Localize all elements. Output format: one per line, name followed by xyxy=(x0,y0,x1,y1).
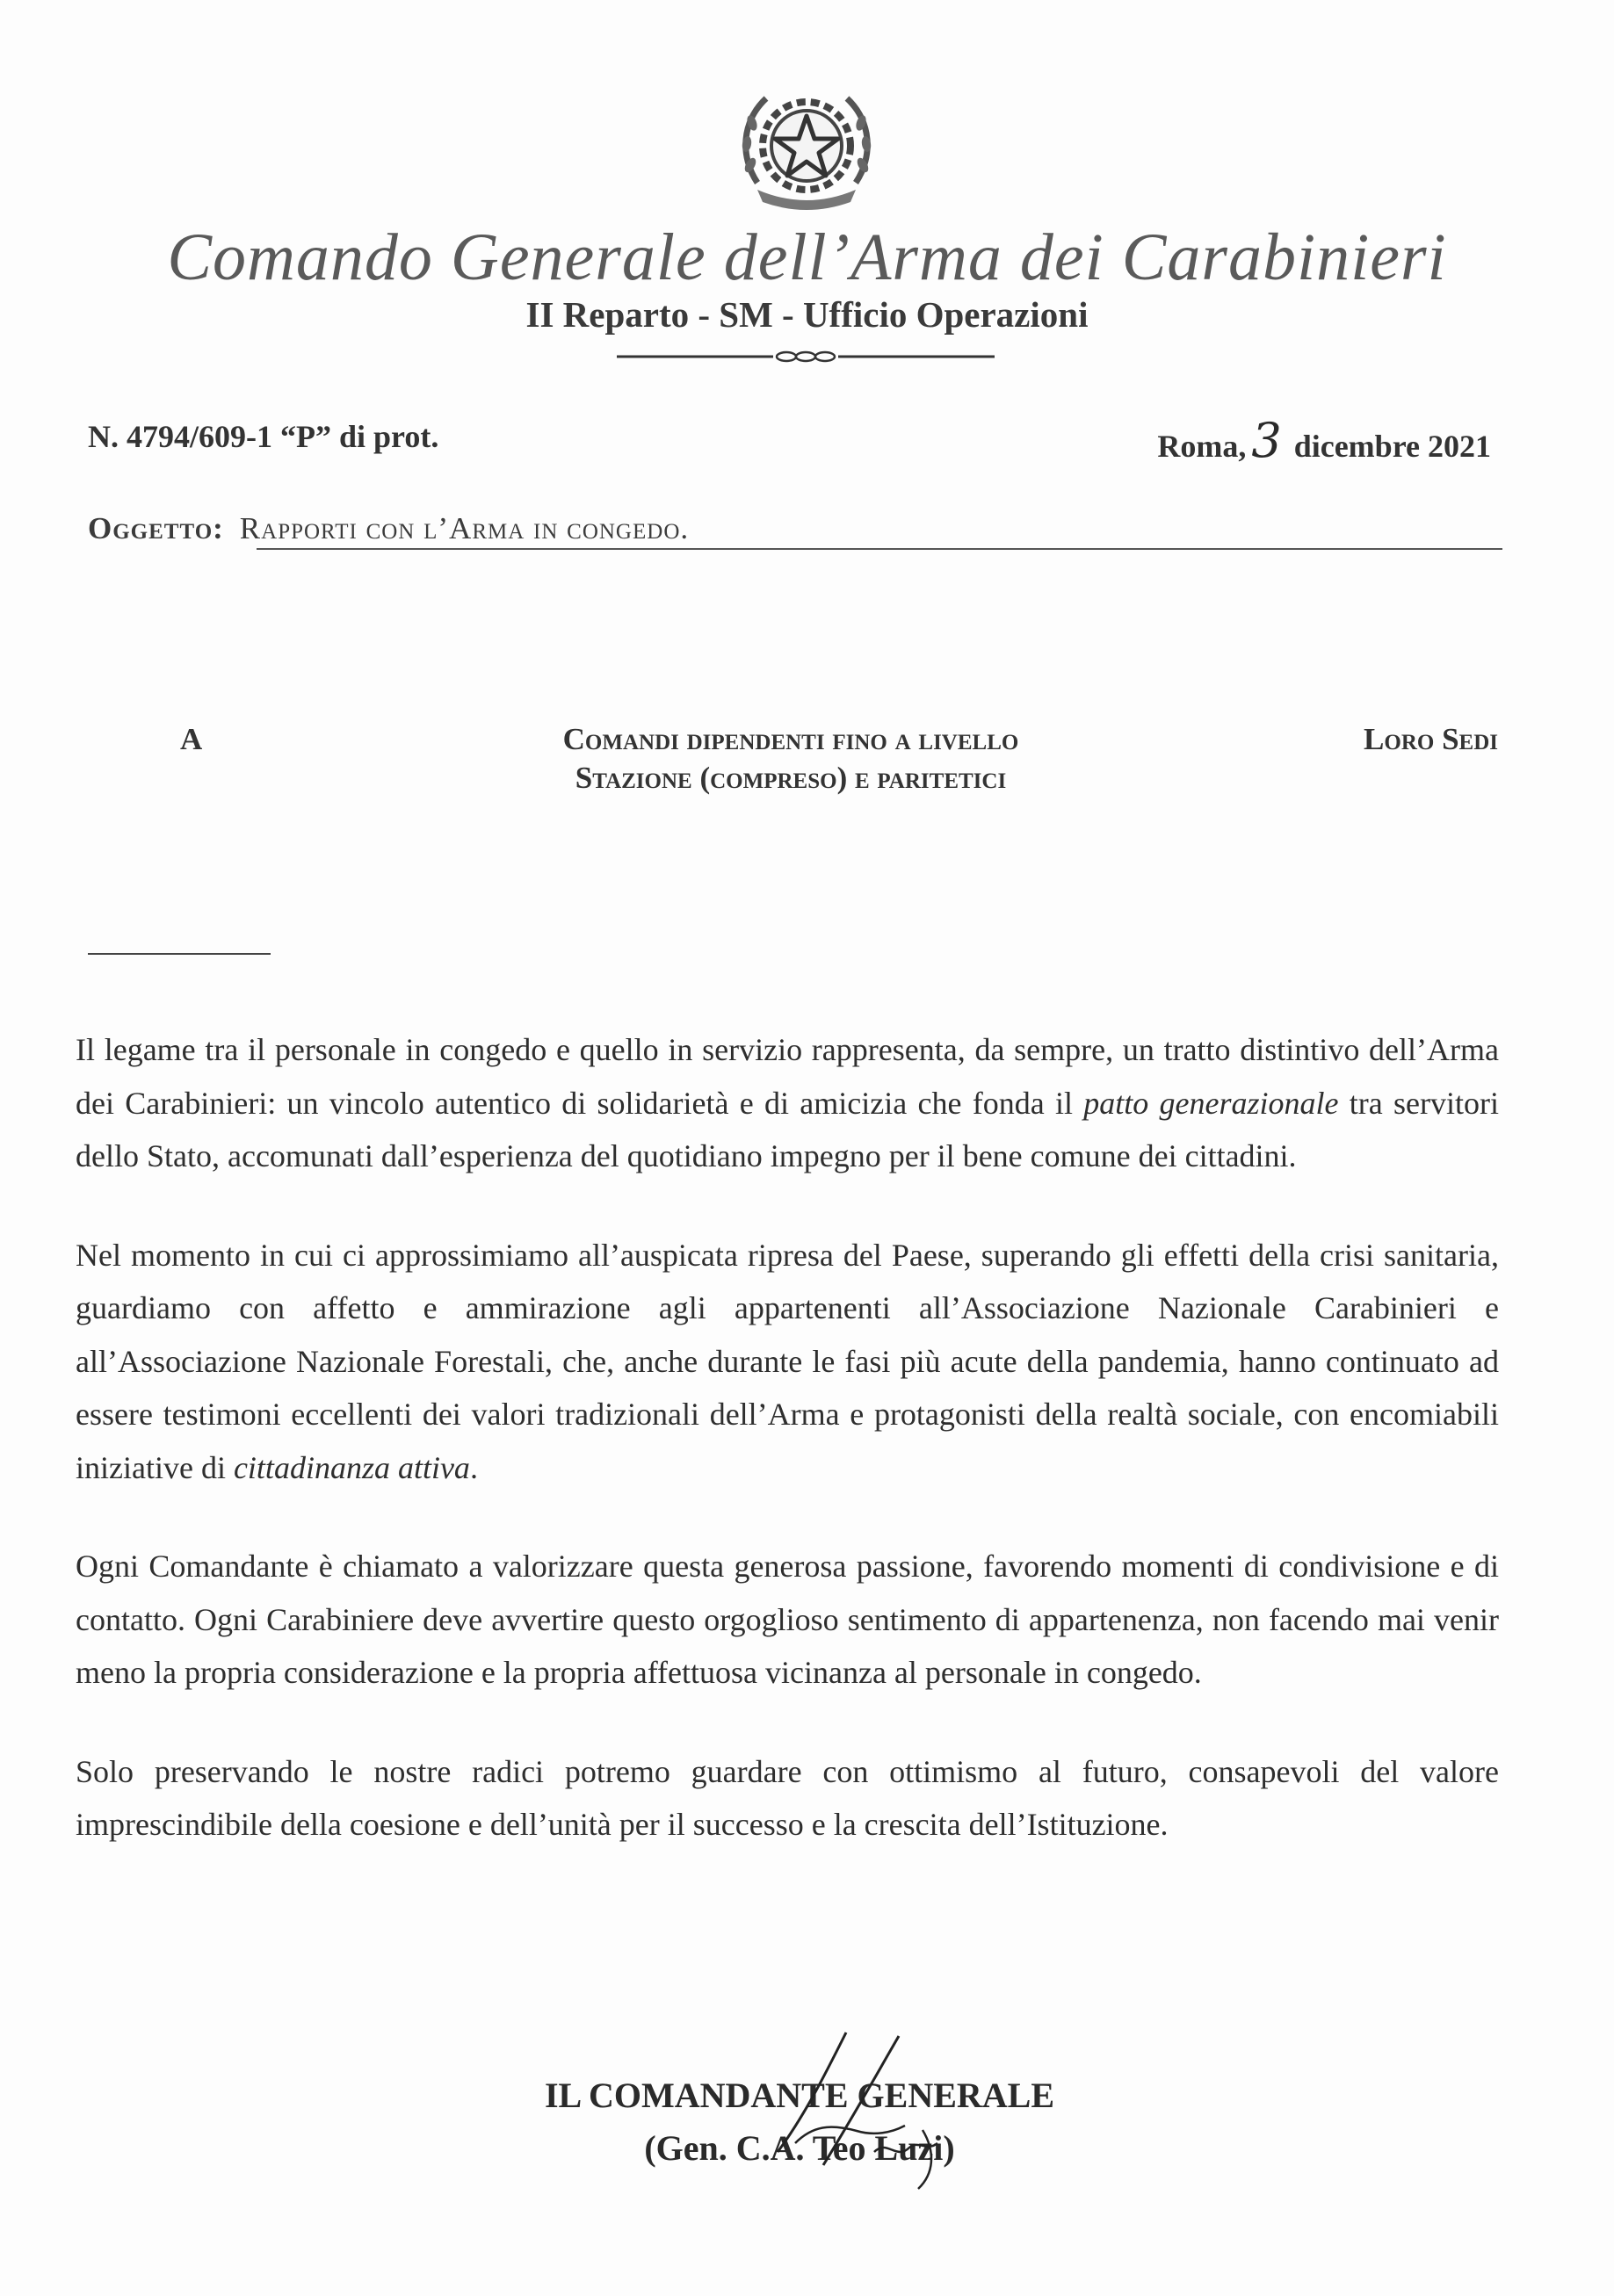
department-subtitle: II Reparto - SM - Ufficio Operazioni xyxy=(525,294,1089,335)
letter-body xyxy=(76,1023,1499,1897)
italian-republic-emblem-icon xyxy=(731,77,882,218)
section-separator xyxy=(88,953,271,955)
addressee-line-2: Stazione (compreso) e paritetici xyxy=(575,761,1007,795)
signatory-title: IL COMANDANTE GENERALE xyxy=(544,2076,1055,2115)
emphasis-patto-generazionale: patto generazionale xyxy=(1083,1085,1339,1121)
addressee-recipients xyxy=(457,720,1125,798)
body-paragraph-4: Solo preservando le nostre radici potremo guardare con ottimismo al futuro, consapevoli del valore imprescindibile della coesione e dell’unità per il successo e la crescita dell’Istituzione. xyxy=(76,1753,1499,1842)
subject-line xyxy=(88,511,689,546)
body-paragraph-3: Ogni Comandante è chiamato a valorizzare questa generosa passione, favorendo momenti di condivisione e di contatto. Ogni Carabiniere deve avvertire questo orgoglioso sentimento di appartenenza, non facendo mai venir meno la propria considerazione e la propria affettuosa vicinanza al personale in congedo. xyxy=(76,1549,1499,1690)
date-day-handwritten: 3 xyxy=(1251,413,1282,468)
addressee-suffix: Loro Sedi xyxy=(1364,722,1498,756)
organization-title: Comando Generale dell’Arma dei Carabinieri xyxy=(167,220,1447,294)
addressee-line-1: Comandi dipendenti fino a livello xyxy=(562,722,1019,756)
signature-block xyxy=(492,2069,1107,2175)
protocol-number: N. 4794/609-1 “P” di prot. xyxy=(88,419,439,454)
subject-text: Rapporti con l’Arma in congedo. xyxy=(239,511,690,545)
date-place: Roma, xyxy=(1157,429,1247,464)
body-paragraph-2: Nel momento in cui ci approssimiamo all’auspicata ripresa del Paese, superando gli effetti della crisi sanitaria, guardiamo con affetto e ammirazione agli appartenenti all’Associazione Nazionale Carabinieri e all’Associazione Nazionale Forestali, che, anche durante le fasi più acute della pandemia, hanno continuato ad essere testimoni eccellenti dei valori tradizionali dell’Arma e protagonisti della realtà sociale, con encomiabili iniziative di cittadinanza attiva. xyxy=(76,1237,1499,1485)
emphasis-cittadinanza-attiva: cittadinanza attiva xyxy=(233,1449,470,1485)
addressee-prefix: A xyxy=(180,722,203,756)
ornamental-divider xyxy=(617,350,995,364)
date-month-year: dicembre 2021 xyxy=(1293,429,1491,464)
date-line xyxy=(1157,413,1491,468)
signatory-name: (Gen. C.A. Teo Luzi) xyxy=(644,2128,955,2168)
subject-label: Oggetto: xyxy=(88,511,224,545)
subject-underline xyxy=(257,548,1502,550)
body-paragraph-1: Il legame tra il personale in congedo e quello in servizio rappresenta, da sempre, un tratto distintivo dell’Arma dei Carabinieri: un vincolo autentico di solidarietà e di amicizia che fonda il patto generazionale tra servitori dello Stato, accomunati dall’esperienza del quotidiano impegno per il bene comune dei cittadini. xyxy=(76,1032,1499,1173)
